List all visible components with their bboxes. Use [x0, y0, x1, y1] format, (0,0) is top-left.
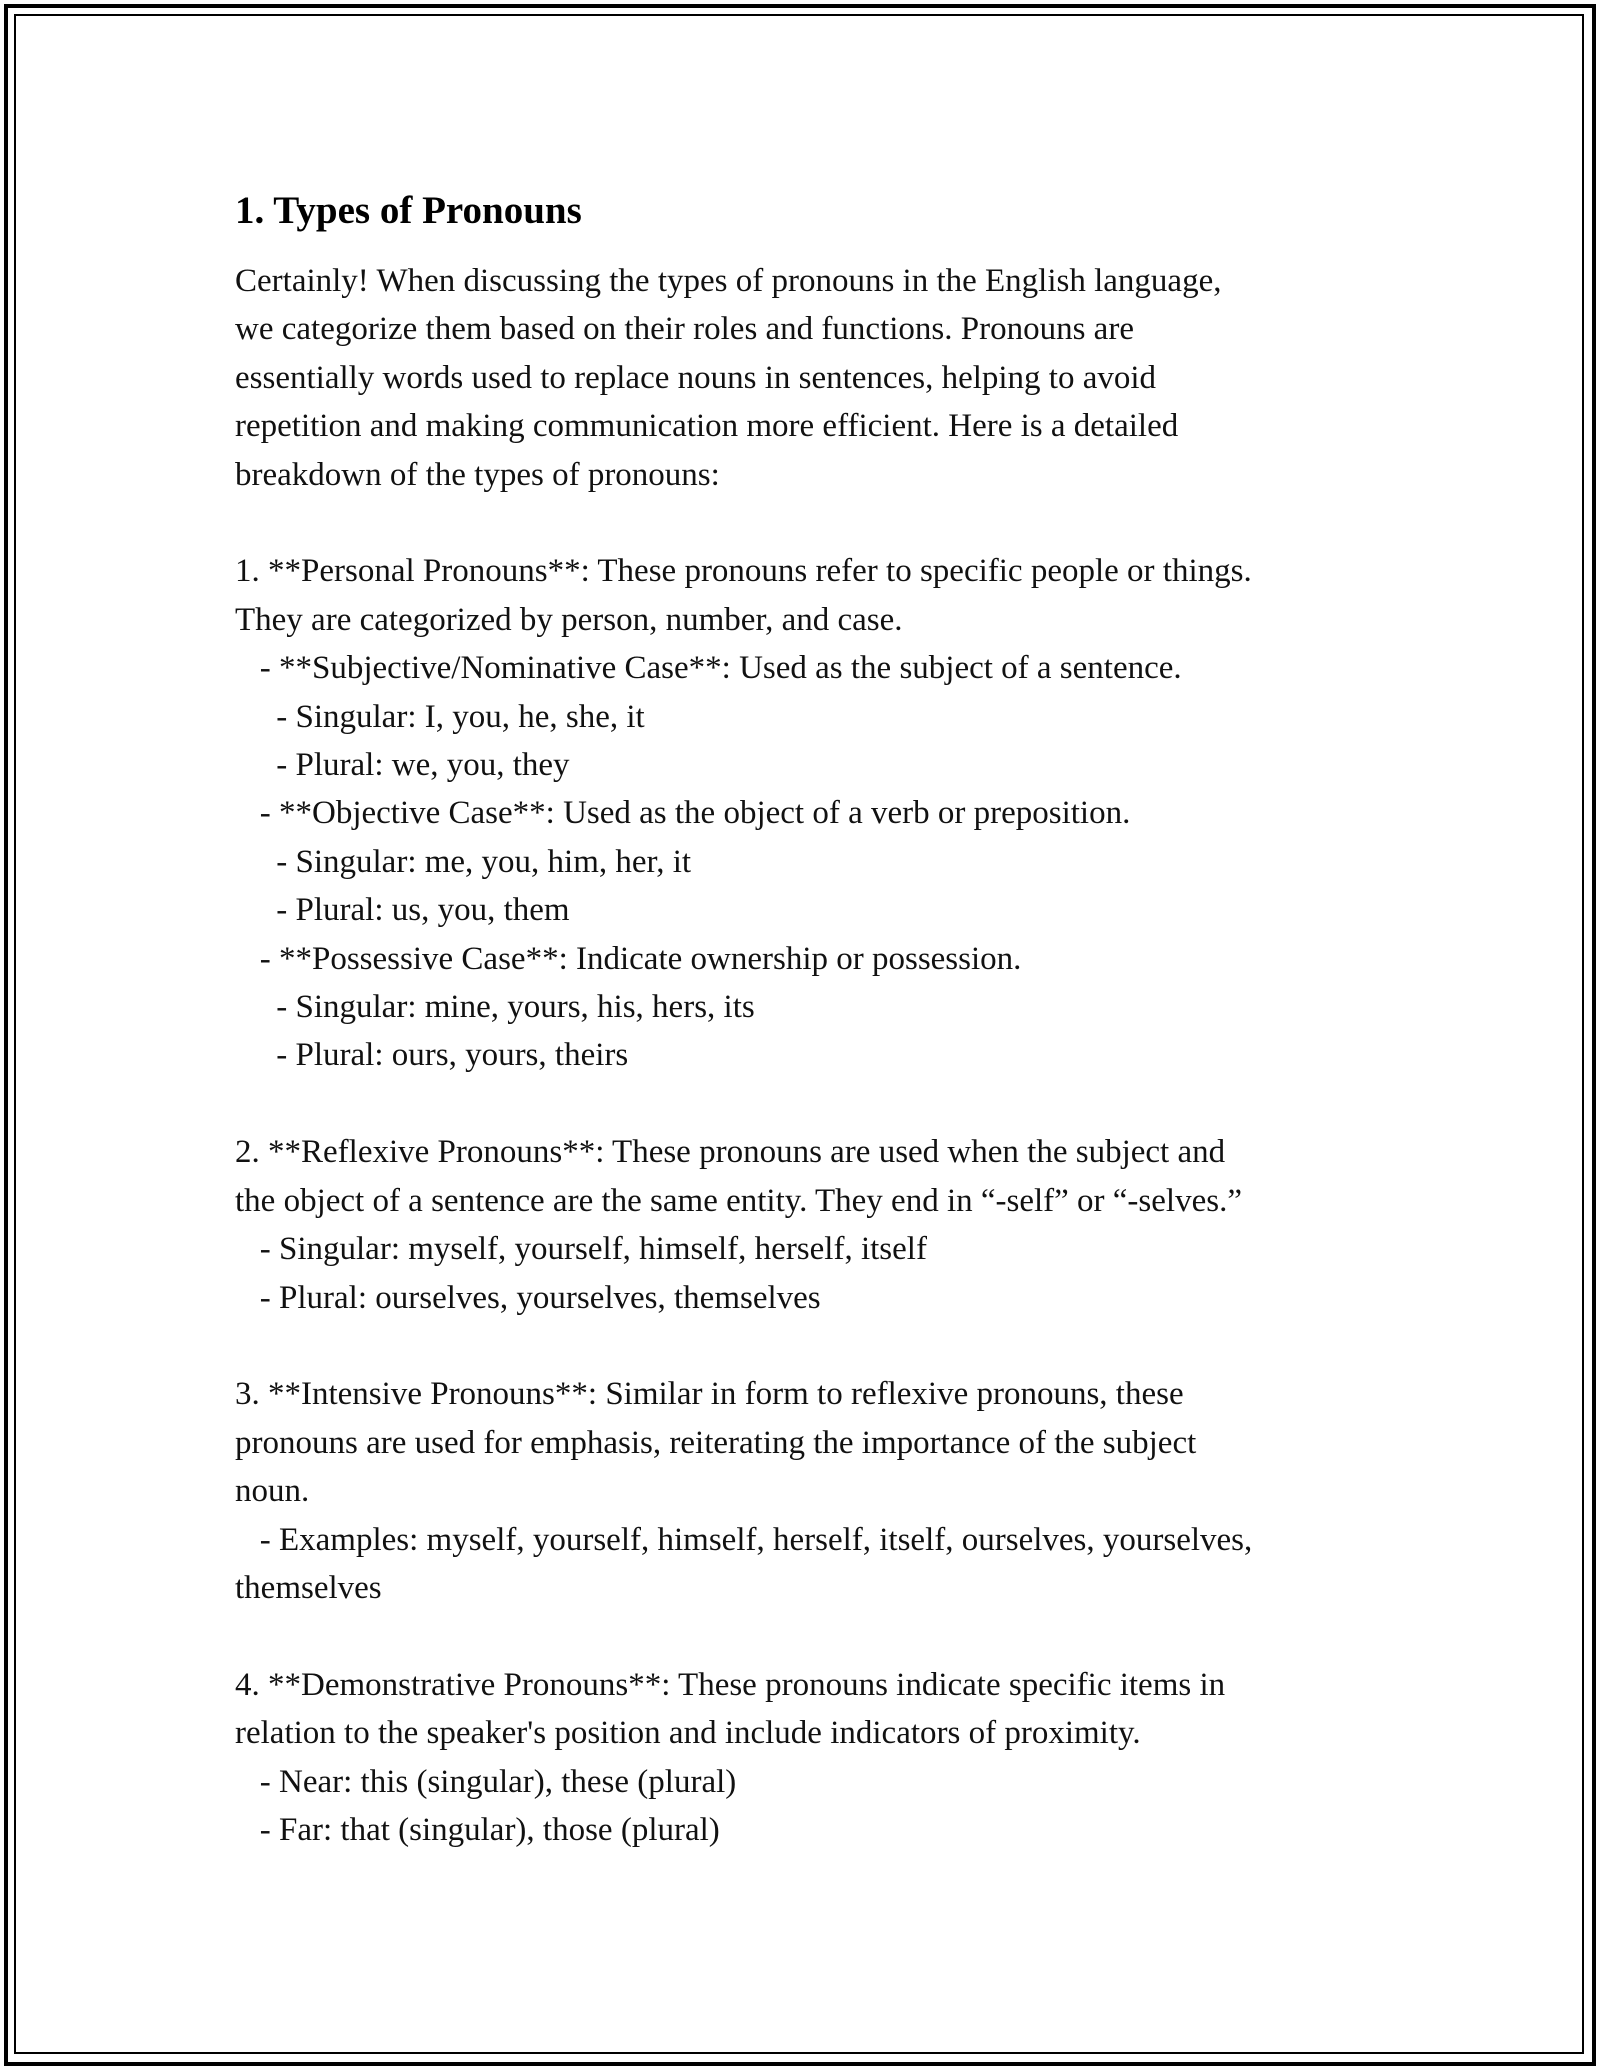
text-line: - **Subjective/Nominative Case**: Used as the subject of a sentence.: [235, 650, 1182, 687]
text-line: - Far: that (singular), those (plural): [235, 1811, 720, 1848]
section-heading: 1. Types of Pronouns: [235, 189, 582, 232]
text-line: the object of a sentence are the same entity. They end in “-self” or “-selves.”: [235, 1182, 1242, 1219]
text-line: 2. **Reflexive Pronouns**: These pronouns are used when the subject and: [235, 1134, 1226, 1171]
text-line: noun.: [235, 1473, 310, 1510]
blank-line: [235, 1080, 1385, 1128]
text-line: essentially words used to replace nouns in sentences, helping to avoid: [235, 359, 1157, 396]
blank-line: [235, 1612, 1385, 1660]
text-line: repetition and making communication more efficient. Here is a detailed: [235, 408, 1179, 445]
blank-line: [235, 1322, 1385, 1370]
document-body: [235, 185, 1385, 1854]
text-line: - Plural: us, you, them: [235, 892, 570, 929]
text-line: - Plural: ourselves, yourselves, themselves: [235, 1279, 821, 1316]
text-line: - Singular: myself, yourself, himself, herself, itself: [235, 1231, 927, 1268]
text-line: - Plural: we, you, they: [235, 747, 570, 784]
text-block: [235, 257, 1385, 1854]
text-line: - **Objective Case**: Used as the object of a verb or preposition.: [235, 795, 1131, 832]
text-line: - Singular: mine, yours, his, hers, its: [235, 989, 755, 1026]
text-line: - Plural: ours, yours, theirs: [235, 1037, 629, 1074]
text-line: - **Possessive Case**: Indicate ownership or possession.: [235, 940, 1022, 977]
text-line: They are categorized by person, number, and case.: [235, 601, 903, 638]
text-line: 1. **Personal Pronouns**: These pronouns refer to specific people or things.: [235, 553, 1252, 590]
text-line: themselves: [235, 1569, 382, 1606]
text-line: relation to the speaker's position and include indicators of proximity.: [235, 1715, 1141, 1752]
text-line: - Near: this (singular), these (plural): [235, 1763, 737, 1800]
blank-line: [235, 499, 1385, 547]
text-line: - Singular: I, you, he, she, it: [235, 698, 645, 735]
text-line: - Singular: me, you, him, her, it: [235, 843, 692, 880]
text-line: breakdown of the types of pronouns:: [235, 456, 720, 493]
text-line: we categorize them based on their roles and functions. Pronouns are: [235, 311, 1134, 348]
text-line: 3. **Intensive Pronouns**: Similar in form to reflexive pronouns, these: [235, 1376, 1184, 1413]
text-line: 4. **Demonstrative Pronouns**: These pronouns indicate specific items in: [235, 1666, 1226, 1703]
text-line: pronouns are used for emphasis, reiterating the importance of the subject: [235, 1424, 1197, 1461]
text-line: Certainly! When discussing the types of pronouns in the English language,: [235, 263, 1222, 299]
text-line: - Examples: myself, yourself, himself, herself, itself, ourselves, yourselves,: [235, 1521, 1253, 1558]
